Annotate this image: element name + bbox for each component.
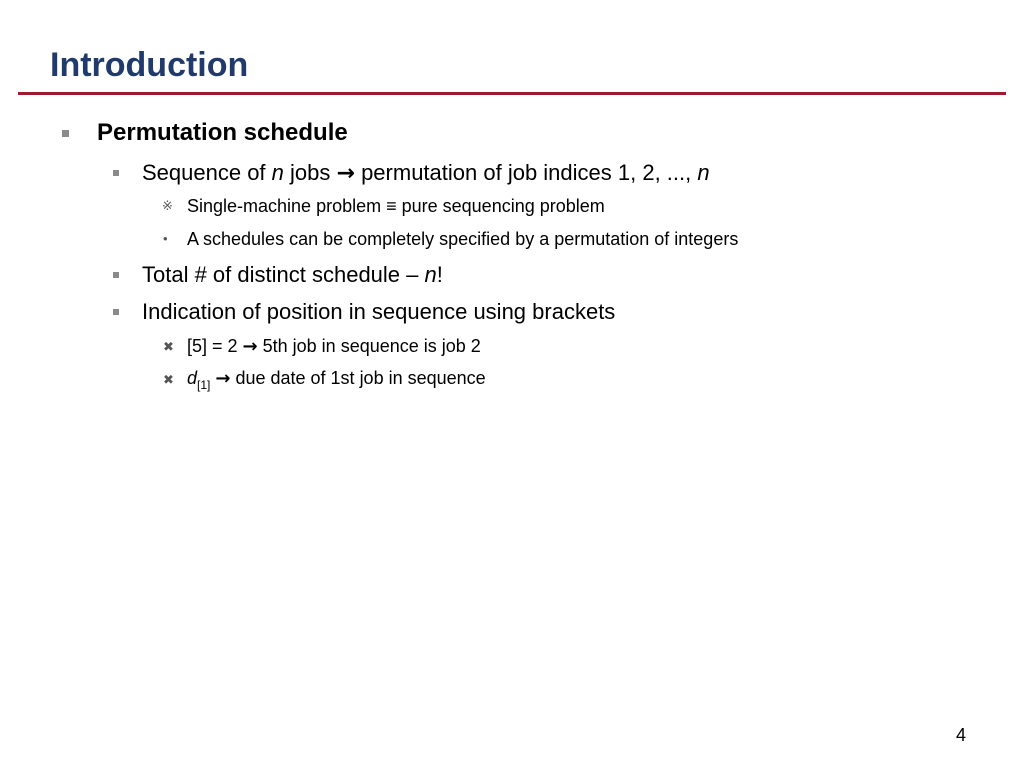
bullet-item-due-date: $d_{[1]}$ → due date of 1st job in sequence xyxy=(187,368,486,392)
reference-mark-icon: ※ xyxy=(162,198,173,213)
page-number: 4 xyxy=(955,725,966,745)
square-icon xyxy=(113,170,119,176)
bullet-item-total-schedules: Total # of distinct schedule – n! xyxy=(142,262,443,287)
square-icon xyxy=(113,272,119,278)
square-icon xyxy=(113,309,119,315)
x-mark-icon: ✖ xyxy=(163,372,174,387)
title-divider xyxy=(18,92,1006,95)
x-mark-icon: ✖ xyxy=(163,339,174,354)
bullet-item-sequence-of-jobs: Sequence of n jobs → permutation of job indices 1, 2, ..., n xyxy=(142,160,710,186)
bullet-item-single-machine: Single-machine problem ≡ pure sequencing problem xyxy=(187,196,605,216)
bullet-item-brackets: Indication of position in sequence using brackets xyxy=(142,299,616,324)
dot-icon: • xyxy=(163,231,168,246)
bullet-item-bracket-example: [5] = 2 → 5th job in sequence is job 2 xyxy=(187,336,481,357)
arrow-icon: → xyxy=(242,336,258,357)
arrow-icon: → xyxy=(215,368,231,389)
arrow-icon: → xyxy=(336,161,355,186)
square-icon xyxy=(62,130,69,137)
bullet-item-permutation-schedule: Permutation schedule xyxy=(97,119,348,146)
bullet-item-schedules-specified: A schedules can be completely specified by a permutation of integers xyxy=(187,229,739,249)
slide-title: Introduction xyxy=(50,46,249,84)
